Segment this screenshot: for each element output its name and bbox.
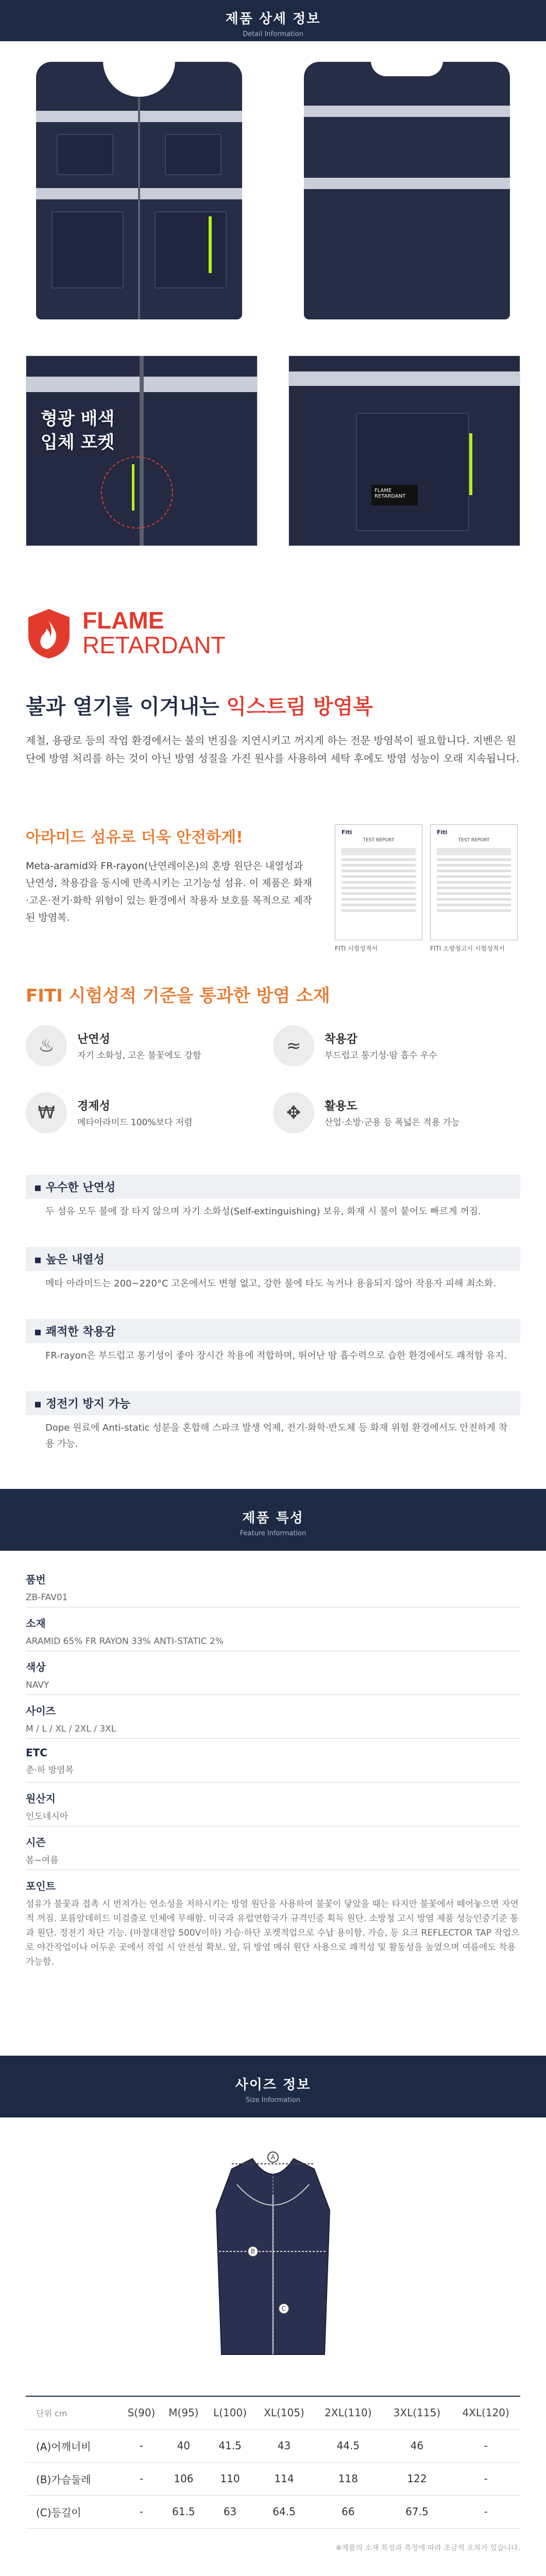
feature-name: 활용도 (325, 1100, 357, 1113)
perf-body: 메타 아라미드는 200~220°C 고온에서도 변형 없고, 강한 불에 타도 녹거나 용융되지 않아 작용자 피해 최소화. (45, 1278, 497, 1289)
spec-header (0, 1489, 546, 1551)
vest-front-photo (26, 52, 252, 330)
spec-item-code (26, 1571, 520, 1607)
closeup-stripe-2 (289, 371, 520, 386)
feature-desc: 자기 소화성, 고온 불꽃에도 강함 (77, 1050, 201, 1061)
neon-trim (209, 216, 212, 273)
size-header-title: 사이즈 정보 (235, 2077, 311, 2093)
table-cell: 64.5 (254, 2495, 314, 2528)
perf-block-flame (26, 1175, 520, 1220)
callout-line2: 입체 포켓 (41, 432, 115, 453)
table-row (26, 2462, 520, 2495)
feature-economy (26, 1092, 263, 1149)
feature-name: 경제성 (77, 1100, 110, 1113)
feature-name: 난연성 (77, 1033, 110, 1046)
table-cell: 63 (206, 2495, 254, 2528)
vest-back (304, 62, 510, 319)
detail-header (0, 0, 546, 41)
spec-item-color (26, 1659, 520, 1695)
table-cell: 61.5 (162, 2495, 206, 2528)
table-cell: 66 (314, 2495, 383, 2528)
feature-versatility (273, 1092, 510, 1149)
feature-flame-resistance (26, 1025, 263, 1082)
vest-outline-diagram (196, 2148, 350, 2365)
lower-pocket-right (155, 211, 227, 289)
spec-item-origin (26, 1790, 520, 1826)
flame-line2: RETARDANT (82, 632, 226, 659)
spec-value: 섬유가 불꽃과 접촉 시 번져가는 연소성을 저하시키는 방염 원단을 사용하여 불꽃이 닿았을 때는 타지만 불꽃에서 떼어놓으면 자연적 꺼짐. 포름알데히드 미검출로 인체에 무해함. 미국과 유럽연합국가 규격인증 획득 원단. 소방청 고시 방염 제품 성능인증기준 통과 원단. 정전기 차단 기능. (마찰대전압 500V이하) 가슴·하단 포켓적업으로 수납 용이함. 가슴, 등 요크 REFLECTOR TAP 작업으로 야간작업이나 어두운 곳에서 작업 시 안전성 확보. 앞, 뒤 방염 메쉬 원단 사용으로 쾌적성 및 활동성을 높였으며 여름에도 착용 가능함. (26, 1899, 520, 1968)
table-row (26, 2495, 520, 2528)
spec-key: 소재 (26, 1617, 46, 1630)
headline-part2: 익스트림 방염복 (226, 695, 373, 719)
intro-paragraph: 제철, 용광로 등의 작업 환경에서는 불의 번짐을 지연시키고 꺼지게 하는 전문 방염복이 필요합니다. 지벤은 원단에 방염 처리를 하는 것이 아닌 방염 성질을 가진 원사를 사용하여 세탁 후에도 방염 성능이 오래 지속됩니다. (26, 734, 520, 765)
spec-value: ZB-FAV01 (26, 1592, 68, 1603)
neck-opening (103, 61, 175, 97)
closeup-pocket (356, 413, 469, 531)
size-col: 2XL(110) (314, 2396, 383, 2429)
detail-photo-zipper (26, 355, 258, 546)
feature-name: 착용감 (325, 1033, 357, 1046)
table-cell: - (121, 2495, 162, 2528)
table-cell: 106 (162, 2462, 206, 2495)
headline-part1: 불과 열기를 이겨내는 (26, 695, 227, 719)
expand-arrows-icon: ✥ (273, 1092, 314, 1133)
callout-line1: 형광 배색 (41, 409, 115, 429)
flame-line1: FLAME (82, 607, 164, 634)
perf-title: ▪ 우수한 난연성 (26, 1175, 520, 1199)
table-cell: 67.5 (383, 2495, 452, 2528)
unit-label: 단위 cm (26, 2396, 121, 2429)
aramid-body: Meta-aramid와 FR-rayon(난연레이온)의 혼방 원단은 내열성과 난연성, 착용감을 동시에 만족시키는 고기능성 섬유. 이 제품은 화재·고온·전기·화학 위험이 있는 환경에서 착용자 보호를 목적으로 제작된 방염복. (26, 860, 312, 923)
table-cell: 46 (383, 2429, 452, 2462)
detail-photo-pocket (288, 355, 520, 546)
spec-key: 시즌 (26, 1836, 46, 1849)
spec-value: ARAMID 65% FR RAYON 33% ANTI-STATIC 2% (26, 1636, 224, 1647)
row-label: (B)가슴둘레 (26, 2462, 121, 2495)
perf-body: 두 섬유 모두 불에 잘 타지 않으며 자기 소화성(Self-extinguishing) 보유, 화재 시 불이 붙어도 빠르게 꺼짐. (45, 1206, 481, 1217)
spec-key: 원산지 (26, 1792, 56, 1805)
breathable-icon: ≈ (273, 1025, 314, 1066)
report-caption-1: FITI 시험성적서 (335, 945, 378, 952)
spec-item-size (26, 1703, 520, 1739)
table-cell: 110 (206, 2462, 254, 2495)
table-cell: - (451, 2495, 520, 2528)
size-col: S(90) (121, 2396, 162, 2429)
perf-body: Dope 원료에 Anti-static 성분을 혼합해 스파크 발생 억제, 전기·화학·반도체 등 화재 위험 환경에서도 안전하게 착용 가능. (45, 1422, 508, 1449)
vest-back-photo (294, 52, 520, 330)
money-icon: ₩ (26, 1092, 67, 1133)
spec-item-etc (26, 1747, 520, 1783)
spec-header-title: 제품 특성 (242, 1511, 304, 1526)
closeup-label (371, 485, 418, 505)
spec-value: NAVY (26, 1680, 49, 1690)
perf-title: ▪ 정전기 방지 가능 (26, 1391, 520, 1415)
dimension-b-label: B (247, 2246, 259, 2257)
table-cell: - (451, 2462, 520, 2495)
flame-retardant-title (82, 608, 226, 658)
callout-text (41, 408, 114, 455)
back-neck (371, 61, 443, 76)
perf-title: ▪ 높은 내열성 (26, 1247, 520, 1271)
spec-key: 품번 (26, 1573, 46, 1586)
fiti-title: FITI 시험성적 기준을 통과한 방염 소재 (26, 986, 330, 1006)
report2-title: TEST REPORT (458, 838, 490, 843)
size-header (0, 2056, 546, 2117)
spec-header-subtitle: Feature Information (240, 1530, 306, 1537)
aramid-title: 아라미드 섬유로 더욱 안전하게! (26, 828, 243, 846)
size-table (26, 2396, 520, 2529)
flame-icon (26, 608, 72, 662)
perf-block-comfort (26, 1319, 520, 1364)
perf-body: FR-rayon은 부드럽고 통기성이 좋아 장시간 착용에 적합하며, 뛰어난 땀 흡수력으로 습한 환경에서도 쾌적함 유지. (45, 1350, 507, 1361)
row-label: (A)어깨너비 (26, 2429, 121, 2462)
spec-key: ETC (26, 1747, 47, 1759)
spec-item-material (26, 1615, 520, 1651)
report-caption-2: FITI 소방청고시 시험성적서 (430, 945, 505, 952)
table-cell: 122 (383, 2462, 452, 2495)
size-col: XL(105) (254, 2396, 314, 2429)
spec-value: 봄~여름 (26, 1855, 59, 1866)
flame-shield-icon: ♨ (26, 1025, 67, 1066)
main-headline (26, 690, 373, 720)
chest-pocket-right (165, 134, 221, 175)
table-cell: - (121, 2429, 162, 2462)
test-report-2 (430, 824, 518, 940)
feature-desc: 부드럽고 통기성·땀 흡수 우수 (325, 1050, 437, 1061)
table-row (26, 2429, 520, 2462)
closeup-neon-2 (469, 433, 472, 495)
closeup-label-line2: RETARDANT (374, 494, 406, 499)
table-cell: 43 (254, 2429, 314, 2462)
size-col: 3XL(115) (383, 2396, 452, 2429)
perf-title: ▪ 쾌적한 착용감 (26, 1319, 520, 1343)
size-table-header (26, 2396, 520, 2429)
report2-brand: Fiti (437, 829, 448, 836)
dimension-a-label: A (267, 2151, 279, 2163)
perf-block-heat (26, 1247, 520, 1292)
vest-front (36, 62, 242, 319)
spec-item-season (26, 1834, 520, 1870)
table-cell: 118 (314, 2462, 383, 2495)
detail-header-subtitle: Detail Information (243, 30, 303, 38)
size-col: L(100) (206, 2396, 254, 2429)
spec-value: 인도네시아 (26, 1811, 69, 1822)
report1-title: TEST REPORT (363, 838, 395, 843)
size-diagram (196, 2148, 350, 2365)
spec-key: 색상 (26, 1661, 46, 1673)
table-cell: 40 (162, 2429, 206, 2462)
feature-desc: 메타아라미드 100%보다 저렴 (77, 1117, 193, 1128)
table-cell: - (451, 2429, 520, 2462)
spec-item-point (26, 1878, 520, 2032)
back-reflector-stripe-top (304, 106, 510, 117)
row-label: (C)등길이 (26, 2495, 121, 2528)
feature-desc: 산업·소방·군용 등 폭넓은 적용 가능 (325, 1117, 460, 1128)
spec-key: 사이즈 (26, 1705, 56, 1717)
lower-pocket-left (52, 211, 124, 289)
size-col: 4XL(120) (451, 2396, 520, 2429)
table-cell: 41.5 (206, 2429, 254, 2462)
size-note: ※제품의 소재 특성과 측정에 따라 조금씩 오차가 있습니다. (335, 2544, 520, 2552)
table-cell: 114 (254, 2462, 314, 2495)
test-report-1 (335, 824, 422, 940)
chest-pocket-left (57, 134, 113, 175)
size-header-subtitle: Size Information (245, 2096, 301, 2104)
size-col: M(95) (162, 2396, 206, 2429)
dimension-c-label: C (278, 2303, 289, 2314)
feature-comfort (273, 1025, 510, 1082)
closeup-label-line1: FLAME (374, 488, 392, 494)
back-reflector-stripe-mid (304, 178, 510, 189)
closeup-neon (132, 464, 134, 511)
spec-key: 포인트 (26, 1880, 56, 1892)
table-cell: - (121, 2462, 162, 2495)
table-cell: 44.5 (314, 2429, 383, 2462)
report1-brand: Fiti (342, 829, 352, 836)
neon-pocket-circle (101, 456, 173, 529)
detail-header-title: 제품 상세 정보 (225, 11, 321, 27)
front-zipper (138, 98, 140, 319)
spec-value: 춘·하 방염복 (26, 1765, 74, 1775)
perf-block-antistatic (26, 1391, 520, 1452)
spec-value: M / L / XL / 2XL / 3XL (26, 1724, 116, 1734)
